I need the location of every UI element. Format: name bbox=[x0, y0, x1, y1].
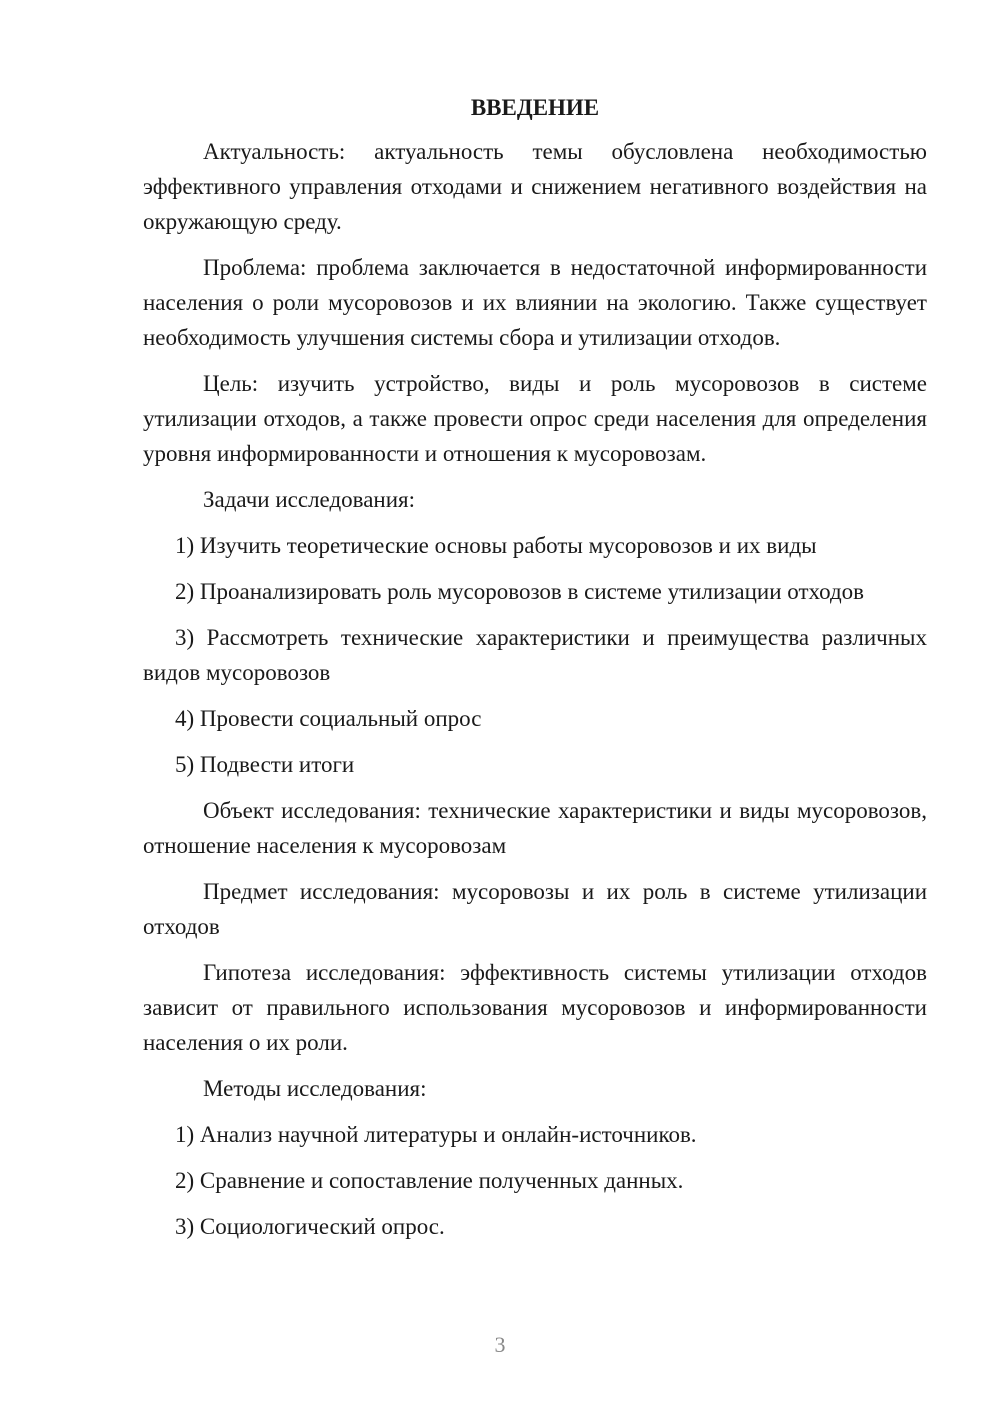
list-item-task-4: 4) Провести социальный опрос bbox=[175, 706, 482, 731]
paragraph-tasks-heading: Задачи исследования: bbox=[203, 487, 416, 512]
paragraph-hypothesis: Гипотеза исследования: эффективность системы утилизации отходов зависит от правильного использования мусоровозов и информированности населения о их роли. bbox=[143, 960, 927, 1055]
list-item-method-2: 2) Сравнение и сопоставление полученных данных. bbox=[175, 1168, 684, 1193]
paragraph-subject: Предмет исследования: мусоровозы и их роль в системе утилизации отходов bbox=[143, 879, 927, 939]
paragraph-relevance: Актуальность: актуальность темы обусловлена необходимостью эффективного управления отходами и снижением негативного воздействия на окружающую среду. bbox=[143, 139, 927, 234]
list-item-method-1: 1) Анализ научной литературы и онлайн-источников. bbox=[175, 1122, 697, 1147]
paragraph-methods-heading: Методы исследования: bbox=[203, 1076, 427, 1101]
paragraph-goal: Цель: изучить устройство, виды и роль мусоровозов в системе утилизации отходов, а также провести опрос среди населения для определения уровня информированности и отношения к мусоровозам. bbox=[143, 371, 927, 466]
list-item-method-3: 3) Социологический опрос. bbox=[175, 1214, 445, 1239]
page-number: 3 bbox=[494, 1332, 506, 1357]
list-item-task-5: 5) Подвести итоги bbox=[175, 752, 355, 777]
paragraph-object: Объект исследования: технические характеристики и виды мусоровозов, отношение населения к мусоровозам bbox=[143, 798, 927, 858]
list-item-task-1: 1) Изучить теоретические основы работы мусоровозов и их виды bbox=[175, 533, 817, 558]
document-page bbox=[143, 90, 927, 1255]
section-title: ВВЕДЕНИЕ bbox=[470, 95, 600, 120]
list-item-task-2: 2) Проанализировать роль мусоровозов в системе утилизации отходов bbox=[175, 579, 865, 604]
list-item-task-3: 3) Рассмотреть технические характеристики и преимущества различных видов мусоровозов bbox=[143, 625, 927, 685]
paragraph-problem: Проблема: проблема заключается в недостаточной информированности населения о роли мусоровозов и их влиянии на экологию. Также существует необходимость улучшения системы сбора и утилизации отходов. bbox=[143, 255, 927, 350]
